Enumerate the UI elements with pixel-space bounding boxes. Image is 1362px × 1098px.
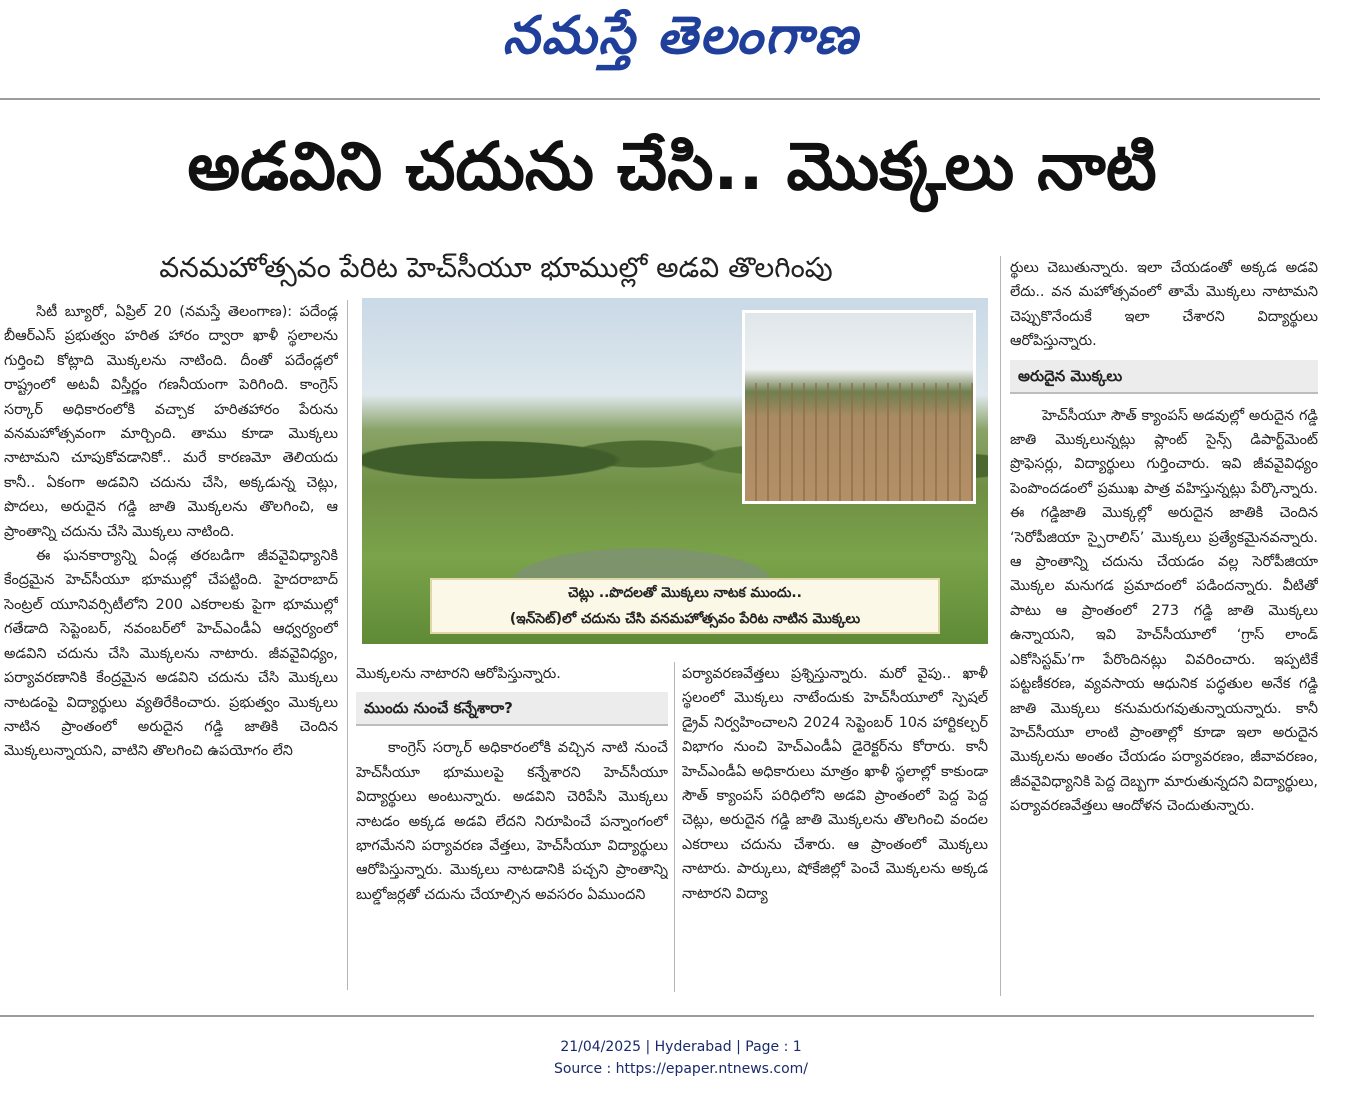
- column-divider: [674, 662, 675, 992]
- paragraph: పర్యావరణవేత్తలు ప్రశ్నిస్తున్నారు. మరో వైపు.. ఖాళీ స్థలంలో మొక్కలు నాటేందుకు హెచ్‌సీయూలో స్పెషల్ డ్రైవ్ నిర్వహించాలని 2024 సెప్టెంబర్ 10న హార్టికల్చర్ విభాగం నుంచి హెచ్‌ఎండీఏ డైరెక్టర్‌ను కోరారు. కానీ హెచ్‌ఎండీఏ అధికారులు మాత్రం ఖాళీ స్థలాల్లో కాకుండా సౌత్ క్యాంపస్ పరిధిలోని అడవి ప్రాంతంలో పెద్ద పెద్ద చెట్లు, అరుదైన గడ్డి జాతి మొక్కలను తొలగించి వందల ఎకరాలు చదును చేశారు. ఆ ప్రాంతంలో మొక్కలు నాటారు. పార్కులు, షోకేజిల్లో పెంచే మొక్కలను అక్కడ నాటారని విద్యా: [682, 666, 988, 902]
- paragraph: మొక్కలను నాటారని ఆరోపిస్తున్నారు.: [356, 666, 561, 682]
- subheadline: [56, 244, 936, 292]
- paragraph: సిటీ బ్యూరో, ఏప్రిల్ 20 (నమస్తే తెలంగాణ): పదేండ్ల బీఆర్‌ఎస్ ప్రభుత్వం హరిత హారం ద్వారా ఖాళీ స్థలాలను గుర్తించి కోట్లాది మొక్కలను నాటింది. దీంతో పదేండ్లలో రాష్ట్రంలో అటవీ విస్తీర్ణం గణనీయంగా పెరిగింది. కాంగ్రెస్ సర్కార్ అధికారంలోకి వచ్చాక హరితహారం పేరును వనమహోత్సవంగా మార్చింది. తాము కూడా మొక్కలు నాటామని చూపుకోవడానికో.. మరే కారణమో తెలియదు కానీ.. ఏకంగా అడవిని చదును చేసి, అక్కడున్న చెట్లు, పొదలు, అరుదైన గడ్డి జాతి మొక్కలను తొలగించి, ఆ ప్రాంతాన్ని చదును చేసి మొక్కలు నాటింది.: [4, 304, 338, 540]
- article-column-2: [356, 662, 668, 992]
- section-subheading: అరుదైన మొక్కలు: [1010, 360, 1318, 394]
- paragraph: కాంగ్రెస్ సర్కార్ అధికారంలోకి వచ్చిన నాటి నుంచే హెచ్‌సీయూ భూములపై కన్నేశారని హెచ్‌సీయూ విద్యార్థులు అంటున్నారు. అడవిని చెరిపేసి మొక్కలు నాటడం అక్కడ అడవి లేదని నిరూపించే పన్నాంగంలో భాగమేనని పర్యావరణ వేత్తలు, హెచ్‌సీయూ విద్యార్థులు ఆరోపిస్తున్నారు. మొక్కలు నాటడానికి పచ్చని ప్రాంతాన్ని బుల్డోజర్లతో చదును చేయాల్సిన అవసరం ఏముందని: [356, 740, 668, 903]
- caption-line-2: (ఇన్‌సెట్)లో చదును చేసి వనమహోత్సవం పేరిట నాటిన మొక్కలు: [509, 611, 861, 627]
- article-column-3: [682, 662, 988, 992]
- top-divider: [0, 98, 1320, 100]
- headline-text: అడవిని చదును చేసి.. మొక్కలు నాటి: [187, 128, 1157, 205]
- subheadline-text: వనమహోత్సవం పేరిట హెచ్‌సీయూ భూముల్లో అడవి తొలగింపు: [159, 251, 833, 284]
- section-subheading: ముందు నుంచే కన్నేశారా?: [356, 692, 668, 726]
- bottom-divider: [0, 1015, 1314, 1017]
- paragraph: హెచ్‌సీయూ సౌత్ క్యాంపస్ అడవుల్లో అరుదైన గడ్డి జాతి మొక్కలున్నట్లు ప్లాంట్ సైన్స్ డిపార్ట్‌మెంట్ ప్రొఫెసర్లు, విద్యార్థులు గుర్తించారు. ఇవి జీవవైవిధ్యం పెంపొందడంలో ప్రముఖ పాత్ర వహిస్తున్నట్లు పేర్కొన్నారు. ఈ గడ్డిజాతి మొక్కల్లో అరుదైన జాతికి చెందిన ‘సెరోపీజియా స్పైరాలిస్’ మొక్కలు ప్రత్యేకమైనవన్నారు. ఆ ప్రాంతాన్ని చదును చేయడం వల్ల సెరోపీజియా మొక్కల మనుగడ ప్రమాదంలో పడిందన్నారు. వీటితో పాటు ఆ ప్రాంతంలో 273 గడ్డి జాతి మొక్కలు ఉన్నాయని, ఇవి హెచ్‌సీయూలో ‘గ్రాస్ లాండ్ ఎకోసిస్టమ్’గా పేరొందినట్లు వివరించారు. ఇప్పటికే పట్టణీకరణ, వ్యవసాయ ఆధునిక పద్ధతుల అనేక గడ్డి జాతి మొక్కలు కనుమరుగవుతున్నాయన్నారు. కానీ హెచ్‌సీయూ లాంటి ప్రాంతాల్లో కూడా ఇలా అరుదైన మొక్కలను అంతం చేయడం పర్యావరణం, జీవావరణం, జీవవైవిధ్యానికి పెద్ద దెబ్బగా మారుతున్నదని విద్యార్థులు, పర్యావరణవేత్తలు ఆందోళన చెందుతున్నారు.: [1010, 407, 1318, 815]
- footer-date-line: 21/04/2025 | Hyderabad | Page : 1: [560, 1039, 802, 1055]
- article-column-1: [4, 300, 338, 990]
- inset-photo: [742, 310, 976, 504]
- headline: [24, 112, 1320, 222]
- inset-planted-rows: [745, 383, 976, 504]
- paragraph: ర్థులు చెబుతున్నారు. ఇలా చేయడంతో అక్కడ అడవి లేదు.. వన మహోత్సవంలో తామే మొక్కలు నాటామని చెప్పుకొనేందుకే ఇలా చేశారని విద్యార్థులు ఆరోపిస్తున్నారు.: [1010, 260, 1318, 350]
- caption-line-1: చెట్లు ..పొదలతో మొక్కలు నాటక ముందు..: [568, 585, 802, 601]
- photo-caption: [430, 578, 940, 634]
- masthead-logo: [0, 6, 1362, 80]
- article-column-4: [1010, 256, 1318, 996]
- column-divider: [347, 300, 348, 990]
- footer-source-line: Source : https://epaper.ntnews.com/: [553, 1061, 809, 1077]
- column-divider: [1000, 256, 1001, 996]
- paragraph: ఈ ఘనకార్యాన్ని ఏండ్ల తరబడిగా జీవవైవిధ్యానికి కేంద్రమైన హెచ్‌సీయూ భూముల్లో చేపట్టింది. హైదరాబాద్ సెంట్రల్ యూనివర్సిటీలోని 200 ఎకరాలకు పైగా భూముల్లో గతేడాది సెప్టెంబర్, నవంబర్‌లో హెచ్‌ఎండీఏ ఆధ్వర్యంలో అడవిని చదును చేసి మొక్కలను నాటారు. జీవవైవిధ్యం, పర్యావరణానికి కేంద్రమైన అడవిని చదును చేసి మొక్కలు నాటడంపై విద్యార్థులు వ్యతిరేకించారు. ప్రభుత్వం మొక్కలు నాటిన ప్రాంతంలో అరుదైన గడ్డి జాతికి చెందిన మొక్కలున్నాయని, వాటిని తొలగించి ఉపయోగం లేని: [4, 548, 338, 760]
- masthead-title: నమస్తే తెలంగాణ: [502, 6, 860, 66]
